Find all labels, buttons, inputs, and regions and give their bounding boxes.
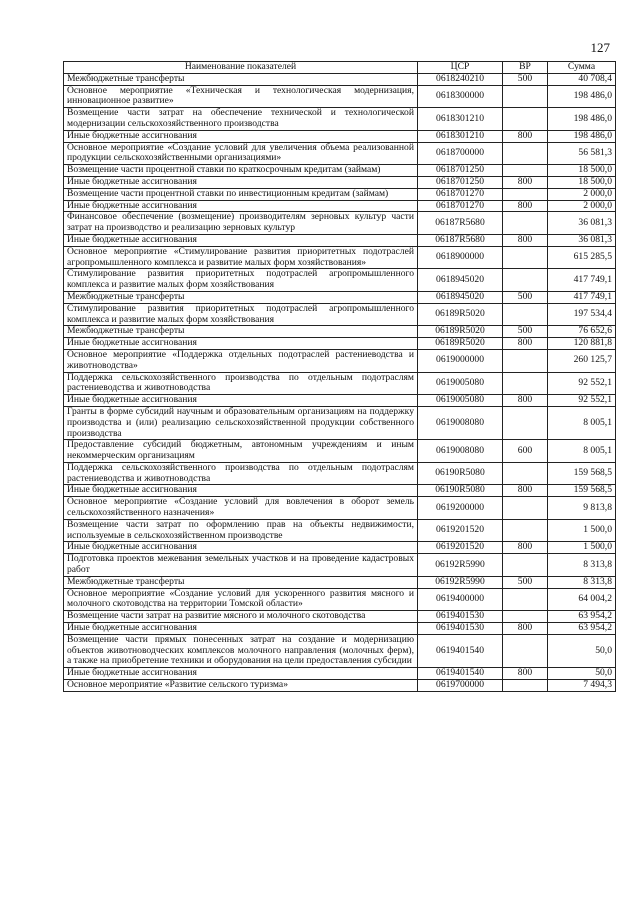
row-sum-cell: 2 000,0 xyxy=(548,200,616,212)
row-name-cell: Финансовое обеспечение (возмещение) производителям зерновых культур части затрат на производство и реализацию зерновых культур xyxy=(64,212,418,235)
header-sum: Сумма xyxy=(548,62,616,74)
table-row xyxy=(64,108,616,131)
row-vr-cell: 800 xyxy=(503,623,548,635)
row-code-cell: 06189R5020 xyxy=(418,303,503,326)
table-row xyxy=(64,542,616,554)
row-vr-cell: 800 xyxy=(503,200,548,212)
table-row xyxy=(64,234,616,246)
row-code-cell: 0618900000 xyxy=(418,246,503,269)
row-code-cell: 0618945020 xyxy=(418,291,503,303)
row-code-cell: 0618301210 xyxy=(418,130,503,142)
row-name-cell: Поддержка сельскохозяйственного производства по отдельным подотраслям растениеводства и животноводства xyxy=(64,372,418,395)
table-row xyxy=(64,497,616,520)
row-vr-cell: 800 xyxy=(503,234,548,246)
budget-table xyxy=(63,61,616,692)
row-name-cell: Возмещение части затрат по оформлению прав на объекты недвижимости, используемые в сельскохозяйственном производстве xyxy=(64,519,418,542)
row-name-cell: Возмещение части затрат на развитие мясного и молочного скотоводства xyxy=(64,611,418,623)
row-sum-cell: 64 004,2 xyxy=(548,588,616,611)
row-sum-cell: 7 494,3 xyxy=(548,680,616,692)
row-name-cell: Стимулирование развития приоритетных подотраслей агропромышленного комплекса и развитие малых форм хозяйствования xyxy=(64,269,418,292)
row-sum-cell: 1 500,0 xyxy=(548,519,616,542)
row-name-cell: Иные бюджетные ассигнования xyxy=(64,623,418,635)
row-sum-cell: 417 749,1 xyxy=(548,269,616,292)
row-name-cell: Основное мероприятие «Создание условий для увеличения объема реализованной продукции сельскохозяйственными организациями» xyxy=(64,142,418,165)
row-vr-cell: 800 xyxy=(503,542,548,554)
row-sum-cell: 8 005,1 xyxy=(548,440,616,463)
table-row xyxy=(64,406,616,439)
table-row xyxy=(64,269,616,292)
header-vr: ВР xyxy=(503,62,548,74)
row-vr-cell xyxy=(503,588,548,611)
row-sum-cell: 63 954,2 xyxy=(548,611,616,623)
row-code-cell: 0619008080 xyxy=(418,406,503,439)
table-row xyxy=(64,623,616,635)
row-name-cell: Иные бюджетные ассигнования xyxy=(64,234,418,246)
row-name-cell: Иные бюджетные ассигнования xyxy=(64,130,418,142)
row-vr-cell xyxy=(503,303,548,326)
row-sum-cell: 36 081,3 xyxy=(548,212,616,235)
row-sum-cell: 50,0 xyxy=(548,668,616,680)
row-code-cell: 0619401530 xyxy=(418,611,503,623)
table-body xyxy=(64,73,616,691)
row-code-cell: 06190R5080 xyxy=(418,462,503,485)
table-row xyxy=(64,462,616,485)
table-row xyxy=(64,246,616,269)
row-name-cell: Гранты в форме субсидий научным и образовательным организациям на поддержку производства и (или) реализацию сельскохозяйственной продукции собственного производства xyxy=(64,406,418,439)
row-vr-cell xyxy=(503,165,548,177)
row-name-cell: Иные бюджетные ассигнования xyxy=(64,395,418,407)
row-vr-cell: 800 xyxy=(503,668,548,680)
row-vr-cell xyxy=(503,85,548,108)
row-name-cell: Предоставление субсидий бюджетным, автономным учреждениям и иным некоммерческим организациям xyxy=(64,440,418,463)
row-name-cell: Основное мероприятие «Поддержка отдельных подотраслей растениеводства и животноводства» xyxy=(64,349,418,372)
row-code-cell: 0618945020 xyxy=(418,269,503,292)
table-row xyxy=(64,303,616,326)
row-code-cell: 0619401540 xyxy=(418,668,503,680)
row-vr-cell xyxy=(503,462,548,485)
table-row xyxy=(64,176,616,188)
row-sum-cell: 18 500,0 xyxy=(548,176,616,188)
row-name-cell: Возмещение части затрат на обеспечение технической и технологической модернизации сельскохозяйственного производства xyxy=(64,108,418,131)
table-row xyxy=(64,212,616,235)
row-code-cell: 0619005080 xyxy=(418,395,503,407)
row-vr-cell: 800 xyxy=(503,338,548,350)
row-code-cell: 0618701270 xyxy=(418,188,503,200)
row-code-cell: 0619008080 xyxy=(418,440,503,463)
row-sum-cell: 8 005,1 xyxy=(548,406,616,439)
row-vr-cell: 500 xyxy=(503,73,548,85)
row-code-cell: 0619700000 xyxy=(418,680,503,692)
row-sum-cell: 63 954,2 xyxy=(548,623,616,635)
row-code-cell: 0618301210 xyxy=(418,108,503,131)
row-vr-cell xyxy=(503,372,548,395)
table-row xyxy=(64,130,616,142)
row-sum-cell: 76 652,6 xyxy=(548,326,616,338)
row-vr-cell xyxy=(503,108,548,131)
row-vr-cell xyxy=(503,269,548,292)
row-name-cell: Возмещение части прямых понесенных затрат на создание и модернизацию объектов животноводческих комплексов молочного направления (молочных ферм), а также на приобретение техники и оборудования на цели предоставления субсидии xyxy=(64,634,418,667)
row-name-cell: Межбюджетные трансферты xyxy=(64,326,418,338)
row-vr-cell: 800 xyxy=(503,395,548,407)
row-code-cell: 06192R5990 xyxy=(418,576,503,588)
row-sum-cell: 198 486,0 xyxy=(548,85,616,108)
row-name-cell: Межбюджетные трансферты xyxy=(64,291,418,303)
table-row xyxy=(64,395,616,407)
row-vr-cell: 600 xyxy=(503,440,548,463)
table-row xyxy=(64,440,616,463)
header-name: Наименование показателей xyxy=(64,62,418,74)
table-row xyxy=(64,576,616,588)
table-row xyxy=(64,338,616,350)
row-name-cell: Иные бюджетные ассигнования xyxy=(64,176,418,188)
table-row xyxy=(64,588,616,611)
row-name-cell: Межбюджетные трансферты xyxy=(64,576,418,588)
row-sum-cell: 36 081,3 xyxy=(548,234,616,246)
row-code-cell: 06192R5990 xyxy=(418,554,503,577)
row-sum-cell: 2 000,0 xyxy=(548,188,616,200)
row-code-cell: 06190R5080 xyxy=(418,485,503,497)
table-row xyxy=(64,165,616,177)
row-vr-cell: 800 xyxy=(503,176,548,188)
row-vr-cell xyxy=(503,142,548,165)
row-sum-cell: 1 500,0 xyxy=(548,542,616,554)
row-sum-cell: 8 313,8 xyxy=(548,576,616,588)
row-sum-cell: 615 285,5 xyxy=(548,246,616,269)
row-vr-cell xyxy=(503,246,548,269)
table-row xyxy=(64,188,616,200)
row-vr-cell xyxy=(503,519,548,542)
row-code-cell: 0619401530 xyxy=(418,623,503,635)
row-code-cell: 0619200000 xyxy=(418,497,503,520)
table-row xyxy=(64,485,616,497)
table-row xyxy=(64,349,616,372)
table-row xyxy=(64,73,616,85)
table-row xyxy=(64,372,616,395)
row-sum-cell: 9 813,8 xyxy=(548,497,616,520)
row-name-cell: Основное мероприятие «Стимулирование развития приоритетных подотраслей агропромышленного комплекса и развитие малых форм хозяйствования» xyxy=(64,246,418,269)
row-name-cell: Иные бюджетные ассигнования xyxy=(64,542,418,554)
row-sum-cell: 8 313,8 xyxy=(548,554,616,577)
row-name-cell: Основное мероприятие «Создание условий для вовлечения в оборот земель сельскохозяйственного назначения» xyxy=(64,497,418,520)
row-name-cell: Подготовка проектов межевания земельных участков и на проведение кадастровых работ xyxy=(64,554,418,577)
row-sum-cell: 18 500,0 xyxy=(548,165,616,177)
row-sum-cell: 92 552,1 xyxy=(548,372,616,395)
row-code-cell: 0618240210 xyxy=(418,73,503,85)
row-code-cell: 06189R5020 xyxy=(418,338,503,350)
row-vr-cell xyxy=(503,611,548,623)
row-code-cell: 06187R5680 xyxy=(418,212,503,235)
table-row xyxy=(64,668,616,680)
row-vr-cell xyxy=(503,497,548,520)
row-name-cell: Межбюджетные трансферты xyxy=(64,73,418,85)
table-row xyxy=(64,519,616,542)
row-name-cell: Поддержка сельскохозяйственного производства по отдельным подотраслям растениеводства и животноводства xyxy=(64,462,418,485)
row-code-cell: 0619201520 xyxy=(418,519,503,542)
row-name-cell: Иные бюджетные ассигнования xyxy=(64,668,418,680)
row-vr-cell xyxy=(503,554,548,577)
row-vr-cell: 800 xyxy=(503,485,548,497)
row-vr-cell: 500 xyxy=(503,326,548,338)
row-sum-cell: 159 568,5 xyxy=(548,485,616,497)
row-sum-cell: 50,0 xyxy=(548,634,616,667)
row-sum-cell: 417 749,1 xyxy=(548,291,616,303)
table-row xyxy=(64,634,616,667)
row-name-cell: Основное мероприятие «Создание условий для ускоренного развития мясного и молочного скотоводства на территории Томской области» xyxy=(64,588,418,611)
row-sum-cell: 198 486,0 xyxy=(548,130,616,142)
row-sum-cell: 120 881,8 xyxy=(548,338,616,350)
row-code-cell: 06189R5020 xyxy=(418,326,503,338)
row-vr-cell xyxy=(503,212,548,235)
row-name-cell: Иные бюджетные ассигнования xyxy=(64,485,418,497)
row-code-cell: 0618701250 xyxy=(418,165,503,177)
row-name-cell: Основное мероприятие «Техническая и технологическая модернизация, инновационное развитие» xyxy=(64,85,418,108)
row-name-cell: Возмещение части процентной ставки по краткосрочным кредитам (займам) xyxy=(64,165,418,177)
table-row xyxy=(64,326,616,338)
row-code-cell: 0618300000 xyxy=(418,85,503,108)
row-vr-cell xyxy=(503,188,548,200)
table-row xyxy=(64,554,616,577)
table-row xyxy=(64,680,616,692)
row-name-cell: Возмещение части процентной ставки по инвестиционным кредитам (займам) xyxy=(64,188,418,200)
row-code-cell: 0619400000 xyxy=(418,588,503,611)
table-row xyxy=(64,85,616,108)
table-header-row xyxy=(64,62,616,74)
row-code-cell: 0618701250 xyxy=(418,176,503,188)
row-vr-cell: 500 xyxy=(503,576,548,588)
row-code-cell: 0618700000 xyxy=(418,142,503,165)
row-sum-cell: 56 581,3 xyxy=(548,142,616,165)
row-name-cell: Стимулирование развития приоритетных подотраслей агропромышленного комплекса и развитие малых форм хозяйствования xyxy=(64,303,418,326)
row-code-cell: 0619000000 xyxy=(418,349,503,372)
header-code: ЦСР xyxy=(418,62,503,74)
table-row xyxy=(64,291,616,303)
row-vr-cell xyxy=(503,406,548,439)
row-code-cell: 0619201520 xyxy=(418,542,503,554)
row-sum-cell: 159 568,5 xyxy=(548,462,616,485)
row-sum-cell: 40 708,4 xyxy=(548,73,616,85)
row-sum-cell: 197 534,4 xyxy=(548,303,616,326)
row-name-cell: Иные бюджетные ассигнования xyxy=(64,338,418,350)
row-code-cell: 0618701270 xyxy=(418,200,503,212)
row-vr-cell xyxy=(503,349,548,372)
table-row xyxy=(64,200,616,212)
table-row xyxy=(64,611,616,623)
row-vr-cell: 500 xyxy=(503,291,548,303)
row-sum-cell: 198 486,0 xyxy=(548,108,616,131)
page-number: 127 xyxy=(590,40,610,55)
row-vr-cell xyxy=(503,680,548,692)
row-vr-cell: 800 xyxy=(503,130,548,142)
table-row xyxy=(64,142,616,165)
row-code-cell: 0619005080 xyxy=(418,372,503,395)
row-code-cell: 0619401540 xyxy=(418,634,503,667)
row-code-cell: 06187R5680 xyxy=(418,234,503,246)
row-sum-cell: 260 125,7 xyxy=(548,349,616,372)
row-vr-cell xyxy=(503,634,548,667)
row-name-cell: Основное мероприятие «Развитие сельского туризма» xyxy=(64,680,418,692)
row-name-cell: Иные бюджетные ассигнования xyxy=(64,200,418,212)
row-sum-cell: 92 552,1 xyxy=(548,395,616,407)
